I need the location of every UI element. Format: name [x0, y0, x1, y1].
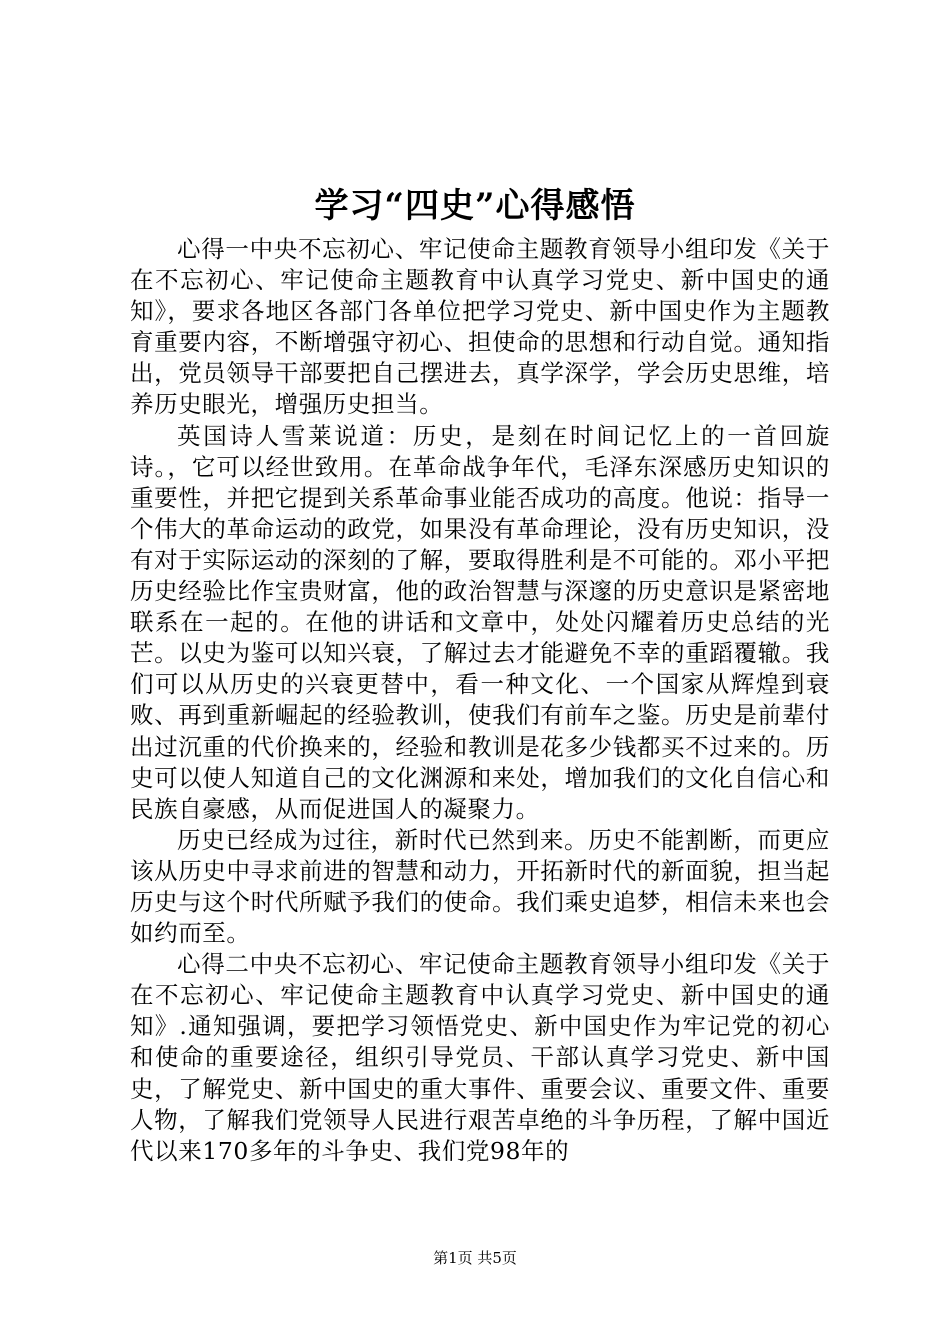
page-footer: 第1页 共5页 [433, 1249, 517, 1267]
document-title: 学习“四史”心得感悟 [314, 186, 636, 226]
paragraph-1: 心得一中央不忘初心、牢记使命主题教育领导小组印发《关于在不忘初心、牢记使命主题教育中认真学习党史、新中国史的通知》，要求各地区各部门各单位把学习党史、新中国史作为主题教育重要内容，不断增强守初心、担使命的思想和行动自觉。通知指出，党员领导干部要把自己摆进去，真学深学，学会历史思维，培养历史眼光，增强历史担当。 [130, 235, 830, 419]
paragraph-2: 英国诗人雪莱说道：历史，是刻在时间记忆上的一首回旋诗。，它可以经世致用。在革命战争年代，毛泽东深感历史知识的重要性，并把它提到关系革命事业能否成功的高度。他说：指导一个伟大的革命运动的政党，如果没有革命理论，没有历史知识，没有对于实际运动的深刻的了解，要取得胜利是不可能的。邓小平把历史经验比作宝贵财富，他的政治智慧与深邃的历史意识是紧密地联系在一起的。在他的讲话和文章中，处处闪耀着历史总结的光芒。以史为鉴可以知兴衰，了解过去才能避免不幸的重蹈覆辙。我们可以从历史的兴衰更替中，看一种文化、一个国家从辉煌到衰败、再到重新崛起的经验教训，使我们有前车之鉴。历史是前辈付出过沉重的代价换来的，经验和教训是花多少钱都买不过来的。历史可以使人知道自己的文化渊源和来处，增加我们的文化自信心和民族自豪感，从而促进国人的凝聚力。 [130, 421, 830, 823]
paragraph-4: 心得二中央不忘初心、牢记使命主题教育领导小组印发《关于在不忘初心、牢记使命主题教育中认真学习党史、新中国史的通知》.通知强调，要把学习领悟党史、新中国史作为牢记党的初心和使命的重要途径，组织引导党员、干部认真学习党史、新中国史，了解党史、新中国史的重大事件、重要会议、重要文件、重要人物，了解我们党领导人民进行艰苦卓绝的斗争历程，了解中国近代以来170多年的斗争史、我们党98年的 [130, 950, 830, 1165]
document-body [130, 234, 830, 1167]
paragraph-3: 历史已经成为过往，新时代已然到来。历史不能割断，而更应该从历史中寻求前进的智慧和动力，开拓新时代的新面貌，担当起历史与这个时代所赋予我们的使命。我们乘史追梦，相信未来也会如约而至。 [130, 825, 830, 948]
